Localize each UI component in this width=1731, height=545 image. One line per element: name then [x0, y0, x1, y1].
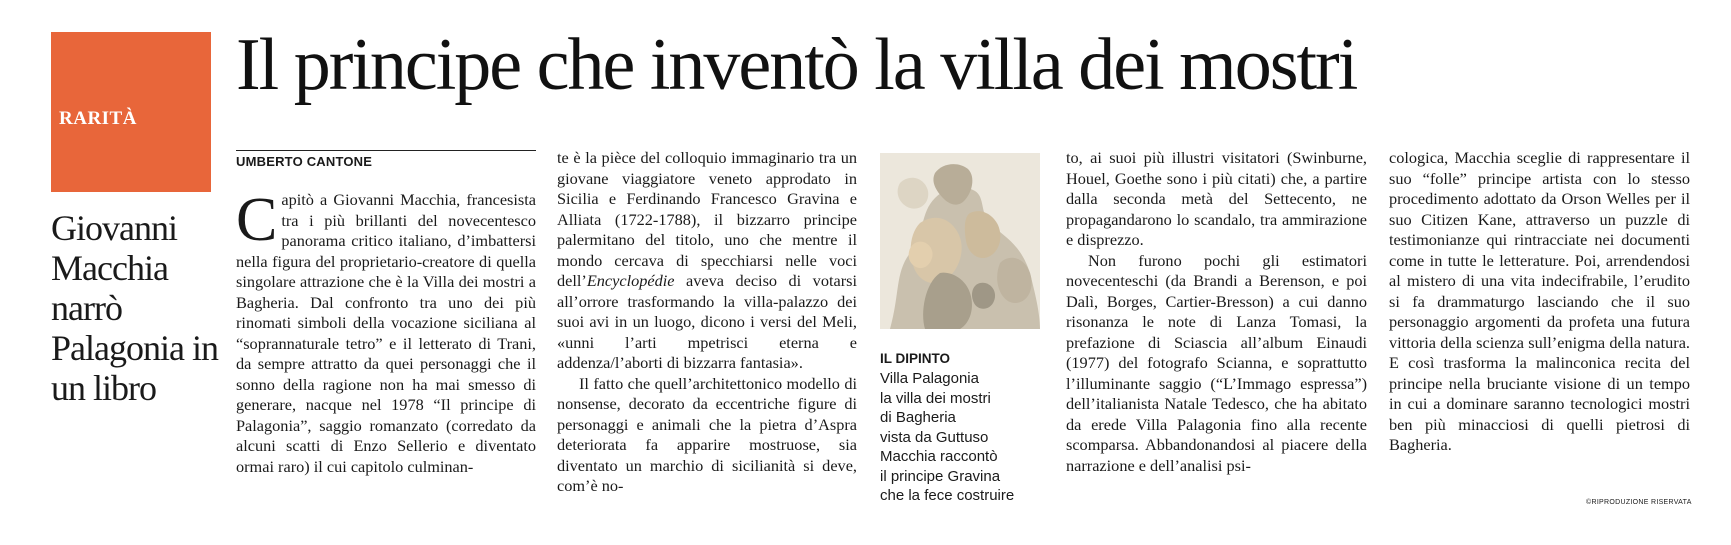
headline: Il principe che inventò la villa dei mostri	[236, 24, 1357, 106]
caption-line: il principe Gravina	[880, 467, 1001, 485]
painting-image	[880, 153, 1040, 329]
drop-cap: C	[236, 186, 278, 254]
paragraph-text: apitò a Giovanni Macchia, francesista tra i più brillanti del novecentesco panorama critico italiano, d’imbattersi nella figura del proprietario-creatore di quella singolare attrazione che è la Villa dei mostri a Bagheria. Dal confronto tra uno dei più rinomati simboli della vocazione siciliana al “soprannaturale tetro” e il letterato di Trani, da sempre attratto da quei personaggi che il sonno della ragione non ha mai smesso di generare, nacque nel 1978 “Il principe di Palagonia”, saggio romanzato (corredato da alcuni scatti di Enzo Sellerio e diventato ormai raro) il cui capitolo culminan-	[236, 190, 536, 476]
section-tag: RARITÀ	[59, 108, 137, 129]
copyright-notice: ©RIPRODUZIONE RISERVATA	[1586, 499, 1692, 506]
section-tag-box	[51, 32, 211, 192]
article-column-2	[557, 148, 857, 497]
image-caption	[880, 369, 1050, 506]
byline-rule	[236, 150, 536, 151]
painting-illustration	[880, 153, 1040, 329]
italic-title: Encyclopédie	[586, 271, 675, 290]
subheadline: Giovanni Macchia narrò Palagonia in un libro	[51, 208, 218, 408]
caption-title: IL DIPINTO	[880, 351, 951, 366]
paragraph: to, ai suoi più illustri visitatori (Swinburne, Houel, Goethe sono i più citati) che, a partire dalla seconda metà del Settecento, ne propagandarono lo scandalo, tra ammirazione e disprezzo.	[1066, 148, 1367, 249]
paragraph	[557, 148, 857, 374]
paragraph-text: te è la pièce del colloquio immaginario tra un giovane viaggiatore veneto approdato in Sicilia e Ferdinando Francesco Gravina e Alliata (1722-1788), il bizzarro principe palermitano del titolo, uno che mentre il mondo cercava di specchiarsi nelle voci dell’	[557, 148, 857, 290]
paragraph	[236, 186, 536, 477]
paragraph: Non furono pochi gli estimatori novecenteschi (da Brandi a Berenson, e poi Dalì, Borges, Cartier-Bresson) a cui danno risonanza le note di Lanza Tomasi, la prefazione di Sciascia all’album Einaudi (1977) del fotografo Scianna, e soprattutto l’illuminante saggio (“L’Immago espressa”) dell’italianista Natale Tedesco, che ha abitato da erede Villa Palagonia fino alla recente scomparsa. Abbandonandosi al piacere della narrazione e dell’analisi psi-	[1066, 250, 1367, 475]
paragraph-text: aveva deciso di votarsi all’orrore trasformando la villa-palazzo dei suoi avi in un luogo, dicono i versi del Meli, «unni l’arti mpetrisci eterna e addenza/l’aborti di bizzarra fantasia».	[557, 271, 857, 372]
caption-line: vista da Guttuso	[880, 428, 989, 446]
caption-line: Villa Palagonia	[880, 370, 979, 387]
article-column-1	[236, 186, 536, 477]
caption-line: che la fece costruire	[880, 487, 1015, 504]
paragraph: Il fatto che quell’architettonico modello di nonsense, decorato da eccentriche figure di personaggi e animali che la pietra d’Aspra deteriorata fa apparire mostruose, sia diventato un marchio di sicilianità si deve, com’è no-	[557, 373, 857, 495]
caption-line: di Bagheria	[880, 409, 956, 426]
article-column-4	[1389, 148, 1690, 456]
byline: UMBERTO CANTONE	[236, 154, 373, 169]
paragraph: cologica, Macchia sceglie di rappresentare il suo “folle” principe artista con lo stesso procedimento adottato da Orson Welles per il suo Citizen Kane, attraverso un puzzle di testimonianze qui rintracciate nei documenti come in tutte le letterature. Poi, arrendendosi al mistero di una vita indecifrabile, l’erudito si fa drammaturgo lasciando che il suo personaggio argomenti da profeta una futura vittoria della scienza sull’enigma della natura. E così trasforma la malinconica recita del principe nella bruciante visione di un tempo in cui a dominare saranno tecnologici mostri ben più minacciosi di quelli pietrosi di Bagheria.	[1389, 148, 1690, 454]
caption-line: Macchia raccontò	[880, 448, 998, 465]
article-column-3	[1066, 148, 1367, 476]
caption-line: la villa dei mostri	[880, 389, 991, 407]
